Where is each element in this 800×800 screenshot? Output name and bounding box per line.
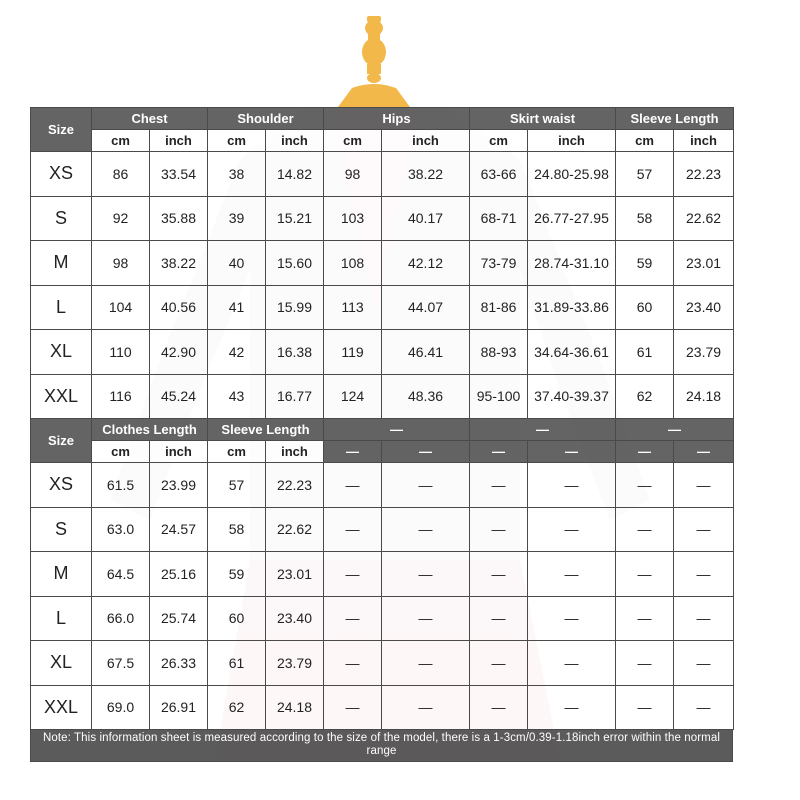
measurement-cell: — [470,552,528,597]
unit-header: inch [266,441,324,463]
measurement-cell: — [382,552,470,597]
table-row [31,641,734,686]
unit-header: cm [92,441,150,463]
measurement-cell: — [674,596,734,641]
measurement-cell: — [470,685,528,730]
size-chart [30,107,733,762]
measurement-cell: 48.36 [382,374,470,419]
measurement-cell: 103 [324,196,382,241]
unit-header: cm [92,130,150,152]
measurement-cell: — [674,552,734,597]
measurement-cell: 31.89-33.86 [528,285,616,330]
measurement-cell: 38 [208,152,266,197]
measurement-cell: 22.62 [674,196,734,241]
measurement-cell: — [616,685,674,730]
unit-header: inch [382,130,470,152]
table-row [31,330,734,375]
measurement-cell: 41 [208,285,266,330]
measurement-cell: 124 [324,374,382,419]
measurement-cell: — [674,641,734,686]
measurement-cell: 58 [208,507,266,552]
size-column-header: Size [31,108,92,152]
group-header-shoulder: Shoulder [208,108,324,130]
measurement-cell: 42.12 [382,241,470,286]
unit-header: inch [266,130,324,152]
measurement-cell: 14.82 [266,152,324,197]
unit-header: cm [208,441,266,463]
measurement-cell: 57 [616,152,674,197]
table-row [31,241,734,286]
measurement-cell: 37.40-39.37 [528,374,616,419]
size-label: XS [31,463,92,508]
measurement-cell: 23.79 [266,641,324,686]
measurement-cell: — [324,641,382,686]
group-header-clothes-length: Clothes Length [92,419,208,441]
measurement-cell: 63-66 [470,152,528,197]
measurement-cell: 57 [208,463,266,508]
header-row-units-2 [31,441,734,463]
size-label: L [31,285,92,330]
measurement-cell: 59 [208,552,266,597]
measurement-cell: 42.90 [150,330,208,375]
table2-body [31,463,734,730]
measurement-cell: 63.0 [92,507,150,552]
measurement-cell: 88-93 [470,330,528,375]
measurement-cell: 24.18 [266,685,324,730]
size-label: S [31,196,92,241]
measurement-cell: 15.60 [266,241,324,286]
measurement-cell: 60 [616,285,674,330]
unit-header: inch [150,130,208,152]
size-label: M [31,241,92,286]
size-label: XXL [31,685,92,730]
measurement-cell: — [528,685,616,730]
table-row [31,196,734,241]
header-row-groups-2 [31,419,734,441]
measurement-cell: 26.77-27.95 [528,196,616,241]
table-row [31,552,734,597]
measurement-cell: 61.5 [92,463,150,508]
measurement-cell: 38.22 [382,152,470,197]
table-row [31,374,734,419]
size-label: M [31,552,92,597]
measurement-cell: 23.01 [266,552,324,597]
unit-header: — [528,441,616,463]
measurement-cell: 73-79 [470,241,528,286]
measurement-cell: 64.5 [92,552,150,597]
measurement-cell: 23.40 [266,596,324,641]
measurement-cell: 40.56 [150,285,208,330]
measurement-cell: 61 [616,330,674,375]
size-label: XL [31,641,92,686]
measurement-cell: 34.64-36.61 [528,330,616,375]
unit-header: — [616,441,674,463]
measurement-cell: — [616,596,674,641]
measurement-cell: 38.22 [150,241,208,286]
header-row-groups-1 [31,108,734,130]
measurement-cell: — [470,641,528,686]
measurement-cell: 23.79 [674,330,734,375]
unit-header: cm [208,130,266,152]
measurement-cell: 25.16 [150,552,208,597]
measurement-cell: 119 [324,330,382,375]
unit-header: inch [150,441,208,463]
unit-header: — [382,441,470,463]
measurement-cell: 23.99 [150,463,208,508]
measurement-cell: — [674,685,734,730]
measurement-cell: 98 [92,241,150,286]
mannequin-stand-icon [338,16,410,107]
measurement-cell: 15.99 [266,285,324,330]
measurement-cell: — [382,463,470,508]
measurement-cell: 61 [208,641,266,686]
unit-header: cm [324,130,382,152]
measurement-cell: 24.57 [150,507,208,552]
measurement-cell: 28.74-31.10 [528,241,616,286]
measurement-cell: — [674,463,734,508]
measurement-cell: 16.77 [266,374,324,419]
group-header-empty: — [616,419,734,441]
measurement-cell: — [528,552,616,597]
measurement-cell: 104 [92,285,150,330]
unit-header: — [470,441,528,463]
size-column-header: Size [31,419,92,463]
measurement-cell: 26.91 [150,685,208,730]
unit-header: cm [616,130,674,152]
measurement-cell: 42 [208,330,266,375]
size-label: L [31,596,92,641]
measurement-cell: 22.62 [266,507,324,552]
group-header-empty: — [324,419,470,441]
measurement-cell: 66.0 [92,596,150,641]
measurement-cell: 15.21 [266,196,324,241]
unit-header: — [324,441,382,463]
measurement-cell: 40.17 [382,196,470,241]
measurement-cell: 95-100 [470,374,528,419]
measurement-cell: 67.5 [92,641,150,686]
measurement-cell: 40 [208,241,266,286]
table-row [31,596,734,641]
measurement-cell: 59 [616,241,674,286]
measurement-cell: — [528,596,616,641]
measurement-cell: — [324,596,382,641]
measurement-cell: 16.38 [266,330,324,375]
table-row [31,685,734,730]
group-header-sleeve-length: Sleeve Length [616,108,734,130]
measurement-cell: — [616,552,674,597]
measurement-cell: 22.23 [266,463,324,508]
size-label: XXL [31,374,92,419]
measurement-cell: 81-86 [470,285,528,330]
measurement-cell: 86 [92,152,150,197]
measurement-cell: 46.41 [382,330,470,375]
measurement-cell: — [324,507,382,552]
measurement-cell: — [616,641,674,686]
table-row [31,152,734,197]
measurement-cell: — [674,507,734,552]
measurement-cell: — [616,507,674,552]
group-header-hips: Hips [324,108,470,130]
measurement-cell: 92 [92,196,150,241]
unit-header: inch [528,130,616,152]
measurement-cell: 23.40 [674,285,734,330]
measurement-cell: 39 [208,196,266,241]
measurement-cell: — [324,552,382,597]
measurement-cell: 108 [324,241,382,286]
measurement-cell: — [528,507,616,552]
measurement-cell: 69.0 [92,685,150,730]
measurement-cell: — [528,641,616,686]
measurement-note: Note: This information sheet is measured according to the size of the model, there is a 1-3cm/0.39-1.18inch error within the normal range [30,730,733,762]
measurement-cell: — [382,641,470,686]
size-label: XL [31,330,92,375]
measurement-cell: 62 [616,374,674,419]
measurement-cell: 113 [324,285,382,330]
group-header-empty: — [470,419,616,441]
table-row [31,507,734,552]
table-row [31,285,734,330]
group-header-skirt-waist: Skirt waist [470,108,616,130]
measurement-cell: 24.18 [674,374,734,419]
group-header-sleeve-length: Sleeve Length [208,419,324,441]
measurement-cell: — [470,507,528,552]
measurement-cell: — [470,596,528,641]
table-row [31,463,734,508]
measurement-cell: 35.88 [150,196,208,241]
measurement-cell: — [616,463,674,508]
group-header-chest: Chest [92,108,208,130]
size-label: XS [31,152,92,197]
measurement-cell: 26.33 [150,641,208,686]
measurement-cell: 98 [324,152,382,197]
measurement-cell: — [528,463,616,508]
measurement-cell: — [324,685,382,730]
measurement-cell: 22.23 [674,152,734,197]
unit-header: inch [674,130,734,152]
measurement-cell: 62 [208,685,266,730]
measurement-cell: 58 [616,196,674,241]
measurement-cell: — [382,685,470,730]
measurement-cell: 110 [92,330,150,375]
measurement-cell: 23.01 [674,241,734,286]
measurement-cell: — [470,463,528,508]
measurement-cell: — [324,463,382,508]
measurement-cell: 43 [208,374,266,419]
size-label: S [31,507,92,552]
measurement-cell: 25.74 [150,596,208,641]
table1-body [31,152,734,419]
measurement-cell: 45.24 [150,374,208,419]
size-table [30,107,734,730]
measurement-cell: 116 [92,374,150,419]
unit-header: cm [470,130,528,152]
measurement-cell: 68-71 [470,196,528,241]
measurement-cell: 44.07 [382,285,470,330]
measurement-cell: 60 [208,596,266,641]
measurement-cell: 33.54 [150,152,208,197]
measurement-cell: — [382,596,470,641]
unit-header: — [674,441,734,463]
measurement-cell: — [382,507,470,552]
header-row-units-1 [31,130,734,152]
measurement-cell: 24.80-25.98 [528,152,616,197]
